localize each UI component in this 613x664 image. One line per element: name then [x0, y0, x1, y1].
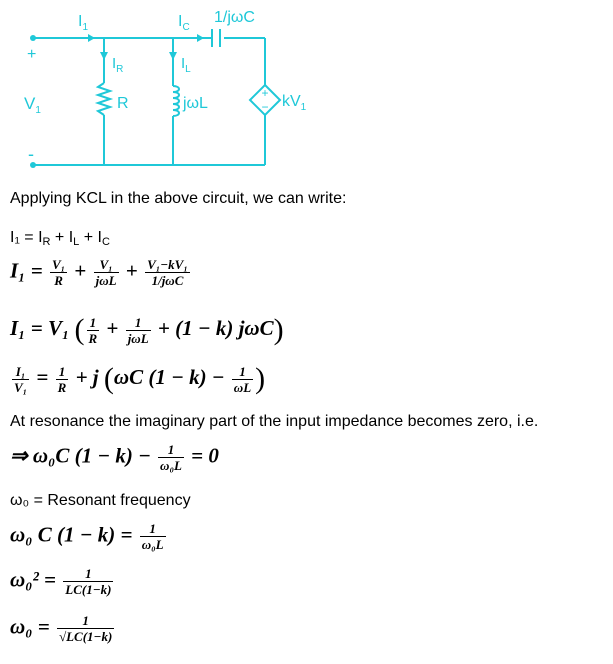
- label-i1: $I_1$: [78, 13, 89, 33]
- arrow-il-icon: [169, 52, 177, 60]
- equation-admittance: $\frac{\text{I₁}}{\text{V₁}}$ = $\frac{1}{R}$ + j (ωC (1 − k) − $\frac{1}{\omega L}$ ): [14, 362, 266, 395]
- source-minus-icon: −: [261, 100, 269, 114]
- label-capacitor: 1/jωC: [214, 9, 255, 26]
- label-il: $I_L$: [181, 55, 191, 75]
- equation-omega0-c: ω₀ C (1 − k) = $\frac{1}{\text{ω₀L}}$: [10, 521, 164, 552]
- kcl-intro-text: Applying KCL in the above circuit, we can write:: [10, 190, 347, 207]
- inductor: [173, 86, 179, 116]
- arrow-ic-icon: [197, 34, 204, 42]
- equation-factored: I₁ = V₁ ( $\frac{1}{R}$ + $\frac{1}{\text{jωL}}$ + (1 − k) jωC): [10, 313, 284, 346]
- label-source: $kV_1$: [282, 93, 307, 113]
- label-plus: +: [27, 46, 37, 63]
- equation-current-sum: I₁ = $\frac{\text{V₁}}{R}$ + $\frac{\text{V₁}}{\text{jωL}}$ + $\frac{\text{V₁−kV₁}}{\text{1/jωC}}$: [10, 257, 188, 288]
- label-ir: $I_R$: [112, 55, 124, 75]
- label-v1: $V_1$: [24, 94, 41, 116]
- resonance-text: At resonance the imaginary part of the input impedance becomes zero, i.e.: [10, 413, 539, 430]
- omega0-definition: ω₀ = Resonant frequency: [10, 492, 191, 509]
- terminal-top: [30, 35, 36, 41]
- label-r: R: [117, 95, 129, 112]
- kcl-equation: $I_1 = I_R + I_L + I_C$: [10, 229, 110, 248]
- label-minus: -: [28, 144, 34, 164]
- equation-omega0: ω₀ = $\frac{1}{√LC(1-k)}$: [10, 613, 113, 644]
- label-ic: $I_C$: [178, 13, 190, 33]
- arrow-ir-icon: [100, 52, 108, 60]
- label-l: jωL: [183, 95, 208, 112]
- equation-omega0-squared: ω₀² = $\frac{1}{LC(1-k)}$: [10, 566, 112, 597]
- equation-resonance: ⇒ ω₀C (1 − k) − $\frac{1}{\text{ω₀L}}$ = 0: [10, 442, 219, 473]
- resistor: [98, 83, 110, 115]
- arrow-i1-icon: [88, 34, 95, 42]
- circuit-diagram: [0, 0, 613, 180]
- source-plus-icon: +: [261, 86, 269, 100]
